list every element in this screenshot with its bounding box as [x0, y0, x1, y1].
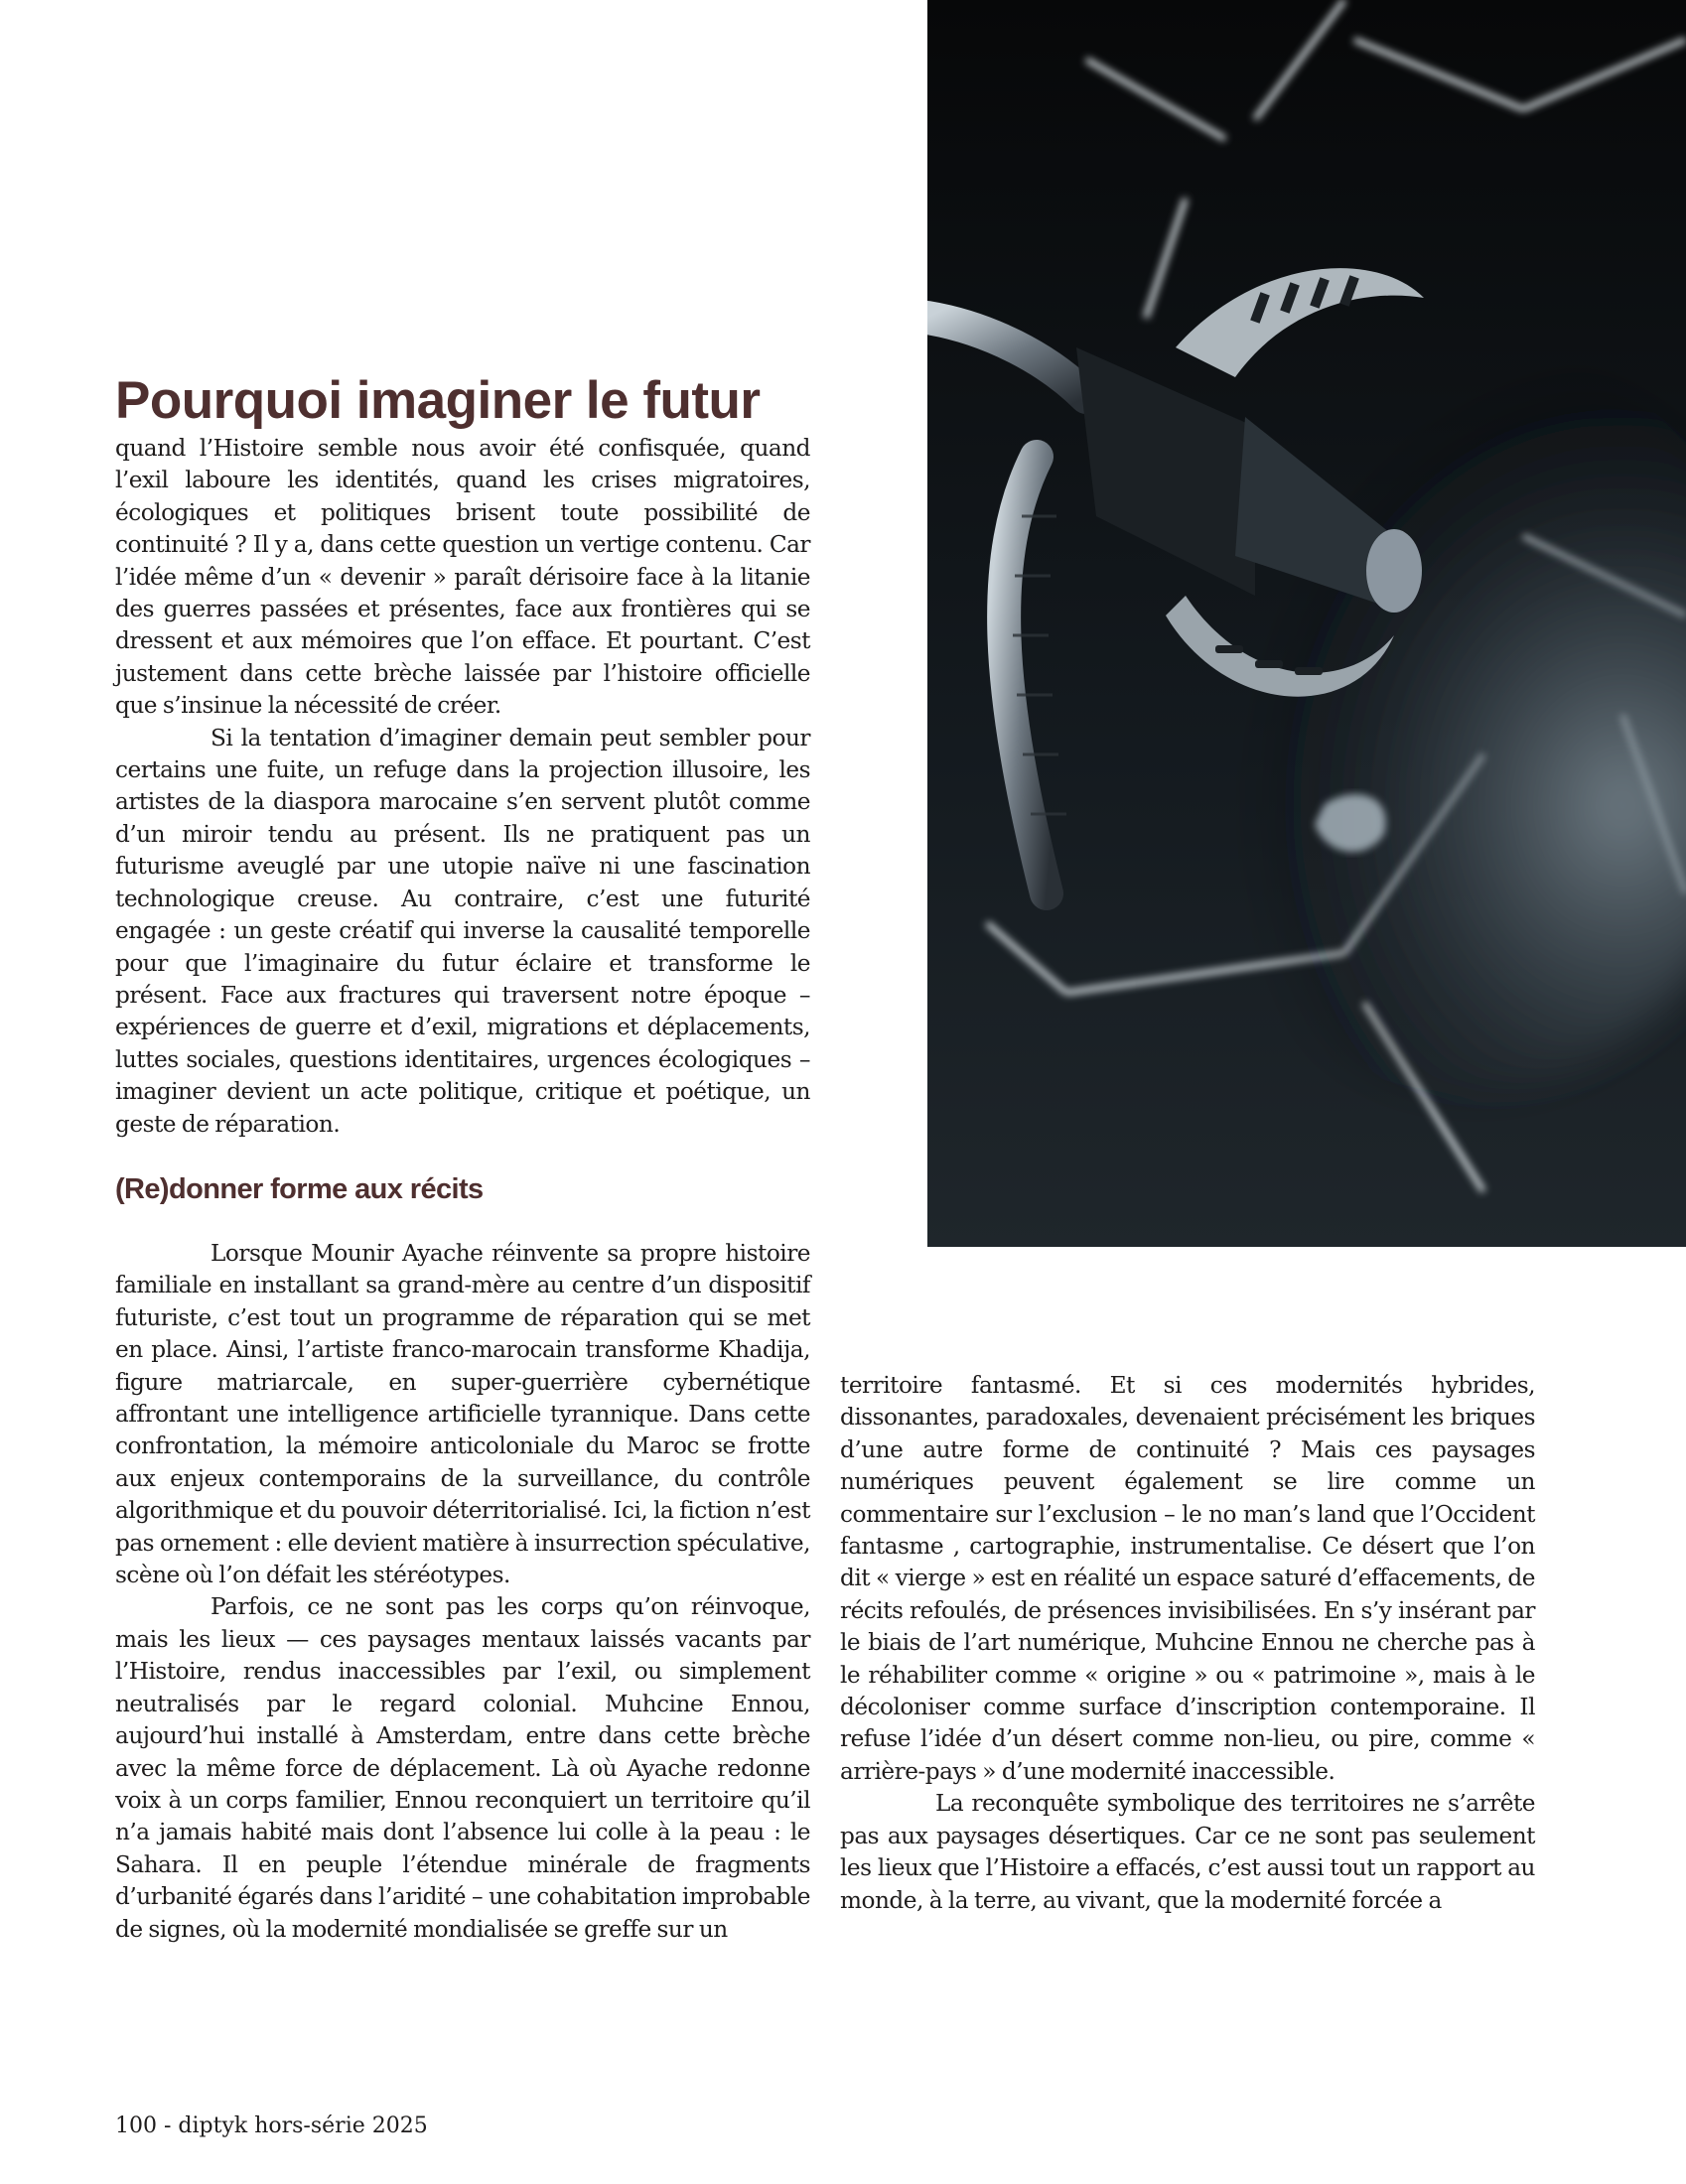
section-subheading: (Re)donner forme aux récits — [115, 1173, 484, 1205]
right-column-paragraph: La reconquête symbolique des territoires ne s’arrête pas aux paysages désertiques. Car ce ne sont pas seulement les lieux que l’Histoire a effacés, c’est aussi tout un rapport au monde, à la terre, au vivant, que la modernité forcée a — [840, 1790, 1535, 1914]
section-text-right-column — [840, 1370, 1535, 1917]
section-paragraph: Lorsque Mounir Ayache réinvente sa propre histoire familiale en installant sa grand-mère au centre d’un dispositif futuriste, c’est tout un programme de réparation qui se met en place. Ainsi, l’artiste franco-marocain transforme Khadija, figure matriarcale, en super-guerrière cybernétique affrontant une intelligence artificielle tyrannique. Dans cette confrontation, la mémoire anticoloniale du Maroc se frotte aux enjeux contemporains de la surveillance, du contrôle algorithmique et du pouvoir déterritorialisé. Ici, la fiction n’est pas ornement : elle devient matière à insurrection spéculative, scène où l’on défait les stéréotypes. — [115, 1240, 810, 1589]
article-title: Pourquoi imaginer le futur — [115, 371, 761, 430]
intro-paragraph: Si la tentation d’imaginer demain peut sembler pour certains une fuite, un refuge dans la projection illusoire, les artistes de la diaspora marocaine s’en servent plutôt comme d’un miroir tendu au présent. Ils ne pratiquent pas un futurisme aveuglé par une utopie naïve ni une fascination technologique creuse. Au contraire, c’est une futurité engagée : un geste créatif qui inverse la causalité temporelle pour que l’imaginaire du futur éclaire et transforme le présent. Face aux fractures qui traversent notre époque – expériences de guerre et d’exil, migrations et déplacements, luttes sociales, questions identitaires, urgences écologiques – imaginer devient un acte politique, critique et poétique, un geste de réparation. — [115, 724, 810, 1138]
section-paragraph: Parfois, ce ne sont pas les corps qu’on réinvoque, mais les lieux — ces paysages mentaux laissés vacants par l’Histoire, rendus inaccessibles par l’exil, ou simplement neutralisés par le regard colonial. Muhcine Ennou, aujourd’hui installé à Amsterdam, entre dans cette brèche avec la même force de déplacement. Là où Ayache redonne voix à un corps familier, Ennou reconquiert un territoire qu’il n’a jamais habité mais dont l’absence lui colle à la peau : le Sahara. Il en peuple l’étendue minérale de fragments d’urbanité égarés dans l’aridité – une cohabitation improbable de signes, où la modernité mondialisée se greffe sur un — [115, 1593, 810, 1943]
robotic-arm-photo-illustration — [927, 0, 1686, 1247]
intro-paragraph: quand l’Histoire semble nous avoir été confisquée, quand l’exil laboure les identités, quand les crises migratoires, écologiques et politiques brisent toute possibilité de continuité ? Il y a, dans cette question un vertige contenu. Car l’idée même d’un « devenir » paraît dérisoire face à la litanie des guerres passées et présentes, face aux frontières qui se dressent et aux mémoires que l’on efface. Et pourtant. C’est justement dans cette brèche laissée par l’histoire officielle que s’insinue la nécessité de créer. — [115, 435, 810, 720]
intro-text — [115, 433, 810, 1141]
page-footer-folio: 100 - diptyk hors-série 2025 — [115, 2114, 428, 2138]
article-photo — [927, 0, 1686, 1247]
section-text-left-column — [115, 1238, 810, 1946]
right-column-paragraph: territoire fantasmé. Et si ces modernités hybrides, dissonantes, paradoxales, devenaient précisément les briques d’une autre forme de continuité ? Mais ces paysages numériques peuvent également se lire comme un commentaire sur l’exclusion – le no man’s land que l’Occident fantasme , cartographie, instrumentalise. Ce désert que l’on dit « vierge » est en réalité un espace saturé d’effacements, de récits refoulés, de présences invisibilisées. En s’y insérant par le biais de l’art numérique, Muhcine Ennou ne cherche pas à le réhabiliter comme « origine » ou « patrimoine », mais à le décoloniser comme surface d’inscription contemporaine. Il refuse l’idée d’un désert comme non-lieu, ou pire, comme « arrière-pays » d’une modernité inaccessible. — [840, 1372, 1535, 1785]
